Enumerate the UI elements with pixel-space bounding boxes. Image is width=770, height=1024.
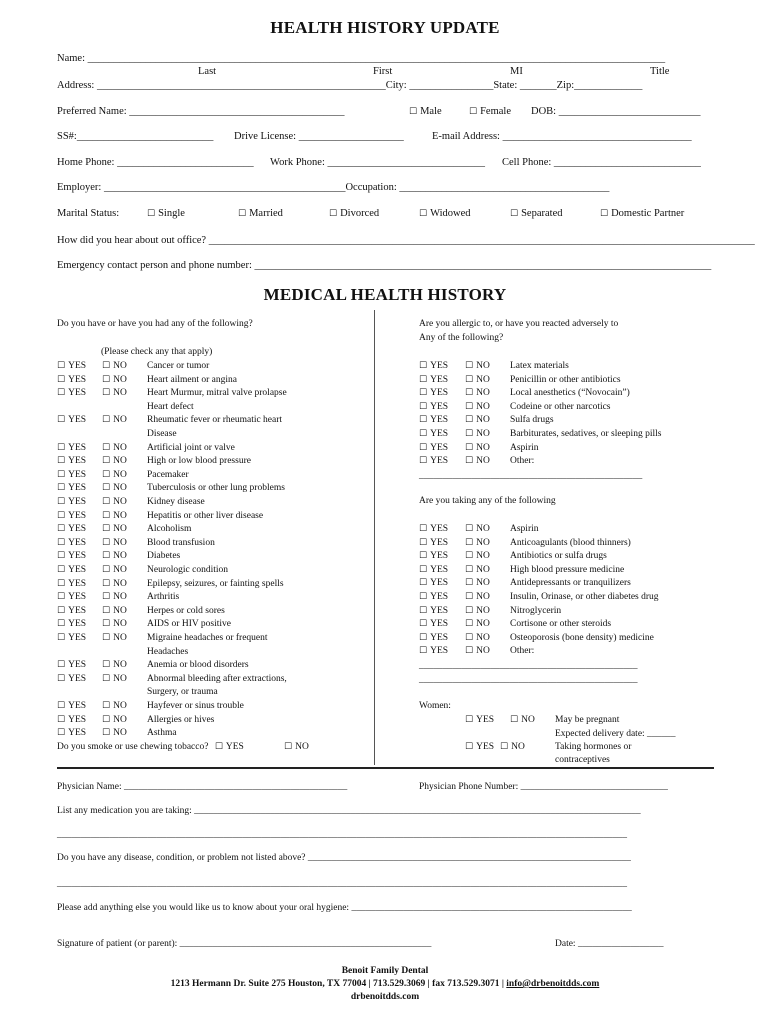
checkbox-icon [419, 538, 430, 548]
allergy-4-yes-checkbox[interactable]: ☐ YES [419, 415, 448, 425]
checkbox-icon [419, 578, 430, 588]
checkbox-icon [57, 592, 68, 602]
checkbox-icon [57, 715, 68, 725]
medication-3-yes-checkbox[interactable]: ☐ YES [419, 565, 448, 575]
checkbox-icon [465, 538, 476, 548]
marital-widowed-checkbox[interactable]: ☐ Widowed [419, 208, 470, 219]
allergy-4-no-checkbox[interactable]: ☐ NO [465, 415, 490, 425]
checkbox-icon [419, 606, 430, 616]
checkbox-icon [419, 565, 430, 575]
condition-5-no-checkbox[interactable]: ☐ NO [102, 456, 127, 466]
other-disease-blank[interactable]: ________________________________________________________________________________________________________________________ [57, 879, 627, 889]
condition-14-yes-checkbox[interactable]: ☐ YES [57, 579, 86, 589]
checkbox-icon [102, 565, 113, 575]
allergy-0-no-checkbox[interactable]: ☐ NO [465, 361, 490, 371]
condition-12-no-checkbox[interactable]: ☐ NO [102, 551, 127, 561]
condition-22-yes-checkbox[interactable]: ☐ YES [57, 715, 86, 725]
allergy-other-blank[interactable]: _______________________________________________ [419, 471, 643, 481]
pregnant-yes-checkbox[interactable]: ☐ YES [465, 715, 494, 725]
checkbox-icon [465, 443, 476, 453]
checkbox-icon [465, 592, 476, 602]
signature-field[interactable]: Signature of patient (or parent): _____________________________________________________ [57, 939, 432, 949]
checkbox-icon [102, 701, 113, 711]
condition-16-no-checkbox[interactable]: ☐ NO [102, 606, 127, 616]
allergy-3-yes-checkbox[interactable]: ☐ YES [419, 402, 448, 412]
allergy-label: Penicillin or other antibiotics [510, 374, 621, 385]
medication-label: Aspirin [510, 524, 539, 534]
condition-1-no-checkbox[interactable]: ☐ NO [102, 375, 127, 385]
medication-8-yes-checkbox[interactable]: ☐ YES [419, 633, 448, 643]
checkbox-icon [465, 524, 476, 534]
checkbox-icon [57, 619, 68, 629]
condition-label: Kidney disease [147, 497, 205, 507]
medication-6-no-checkbox[interactable]: ☐ NO [465, 606, 490, 616]
checkbox-icon [419, 551, 430, 561]
condition-7-no-checkbox[interactable]: ☐ NO [102, 483, 127, 493]
checkbox-icon [510, 208, 521, 219]
pregnant-no-checkbox[interactable]: ☐ NO [510, 715, 535, 725]
checkbox-icon [147, 208, 158, 219]
checkbox-icon [465, 715, 476, 725]
checkbox-icon [102, 470, 113, 480]
condition-label: Epilepsy, seizures, or fainting spells [147, 578, 284, 589]
checkbox-icon [57, 483, 68, 493]
condition-label: Pacemaker [147, 469, 189, 480]
medication-label: Nitroglycerin [510, 605, 562, 616]
medication-label: Antibiotics or sulfa drugs [510, 551, 607, 562]
checkbox-icon [102, 551, 113, 561]
medication-other-blank-2[interactable]: ______________________________________________ [419, 675, 638, 685]
condition-11-yes-checkbox[interactable]: ☐ YES [57, 538, 86, 548]
marital-married-checkbox[interactable]: ☐ Married [238, 208, 283, 219]
medication-3-no-checkbox[interactable]: ☐ NO [465, 565, 490, 575]
condition-label: Blood transfusion [147, 537, 215, 548]
medication-label: Osteoporosis (bone density) medicine [510, 632, 654, 643]
checkbox-icon [102, 497, 113, 507]
allergy-label: Other: [510, 456, 535, 467]
male-checkbox[interactable]: ☐ Male [409, 106, 442, 117]
condition-23-no-checkbox[interactable]: ☐ NO [102, 728, 127, 738]
checkbox-icon [419, 619, 430, 629]
checkbox-icon [57, 565, 68, 575]
condition-20-no-checkbox[interactable]: ☐ NO [102, 674, 127, 684]
medication-5-yes-checkbox[interactable]: ☐ YES [419, 592, 448, 602]
medication-label: Antidepressants or tranquilizers [510, 578, 631, 589]
preferred-name-field[interactable]: Preferred Name: _________________________________________ [57, 106, 345, 117]
checkbox-icon [102, 606, 113, 616]
checkbox-icon [419, 208, 430, 219]
condition-label: Allergies or hives [147, 714, 215, 725]
condition-10-no-checkbox[interactable]: ☐ NO [102, 524, 127, 534]
condition-2-yes-checkbox[interactable]: ☐ YES [57, 388, 86, 398]
condition-21-yes-checkbox[interactable]: ☐ YES [57, 701, 86, 711]
condition-0-yes-checkbox[interactable]: ☐ YES [57, 361, 86, 371]
drive-license-field[interactable]: Drive License: ____________________ [234, 131, 404, 142]
condition-3-yes-checkbox[interactable]: ☐ YES [57, 415, 86, 425]
medication-label: Insulin, Orinase, or other diabetes drug [510, 592, 659, 602]
checkbox-icon [102, 361, 113, 371]
checkbox-icon [102, 511, 113, 521]
condition-10-yes-checkbox[interactable]: ☐ YES [57, 524, 86, 534]
allergy-5-yes-checkbox[interactable]: ☐ YES [419, 429, 448, 439]
checkbox-icon [419, 375, 430, 385]
employer-occupation-field[interactable]: Employer: ______________________________________________Occupation: ________________________________________ [57, 182, 610, 193]
medication-list-field[interactable]: List any medication you are taking: ______________________________________________________________________________________________ [57, 806, 641, 816]
condition-label: Migraine headaches or frequent [147, 633, 268, 643]
name-sub-title: Title [650, 66, 670, 77]
checkbox-icon [465, 388, 476, 398]
checkbox-icon [57, 660, 68, 670]
checkbox-icon [102, 456, 113, 466]
footer-email-link[interactable]: info@drbenoitdds.com [506, 979, 600, 989]
checkbox-icon [329, 208, 340, 219]
condition-15-no-checkbox[interactable]: ☐ NO [102, 592, 127, 602]
marital-divorced-checkbox[interactable]: ☐ Divorced [329, 208, 379, 219]
condition-4-no-checkbox[interactable]: ☐ NO [102, 443, 127, 453]
hormones-label-2: contraceptives [555, 755, 610, 765]
checkbox-icon [57, 633, 68, 643]
checkbox-icon [465, 619, 476, 629]
checkbox-icon [57, 456, 68, 466]
allergy-label: Local anesthetics (“Novocain”) [510, 388, 630, 399]
checkbox-icon [465, 565, 476, 575]
allergy-label: Latex materials [510, 361, 569, 371]
checkbox-icon [465, 578, 476, 588]
checkbox-icon [57, 728, 68, 738]
checkbox-icon [57, 497, 68, 507]
condition-18-yes-checkbox[interactable]: ☐ YES [57, 633, 86, 643]
condition-3-no-checkbox[interactable]: ☐ NO [102, 415, 127, 425]
checkbox-icon [57, 524, 68, 534]
checkbox-icon [465, 742, 476, 752]
checkbox-icon [465, 375, 476, 385]
checkbox-icon [465, 361, 476, 371]
medication-8-no-checkbox[interactable]: ☐ NO [465, 633, 490, 643]
checkbox-icon [465, 415, 476, 425]
condition-9-no-checkbox[interactable]: ☐ NO [102, 511, 127, 521]
condition-1-yes-checkbox[interactable]: ☐ YES [57, 375, 86, 385]
condition-label: Heart Murmur, mitral valve prolapse [147, 388, 287, 399]
condition-14-no-checkbox[interactable]: ☐ NO [102, 579, 127, 589]
condition-label: Diabetes [147, 551, 181, 562]
checkbox-icon [102, 579, 113, 589]
checkbox-icon [600, 208, 611, 219]
allergy-label: Codeine or other narcotics [510, 401, 611, 412]
condition-23-yes-checkbox[interactable]: ☐ YES [57, 728, 86, 738]
allergy-7-yes-checkbox[interactable]: ☐ YES [419, 456, 448, 466]
medication-1-no-checkbox[interactable]: ☐ NO [465, 538, 490, 548]
checkbox-icon [102, 524, 113, 534]
allergy-6-yes-checkbox[interactable]: ☐ YES [419, 443, 448, 453]
allergy-question-line1: Are you allergic to, or have you reacted adversely to [419, 319, 619, 329]
condition-13-yes-checkbox[interactable]: ☐ YES [57, 565, 86, 575]
allergy-2-no-checkbox[interactable]: ☐ NO [465, 388, 490, 398]
medication-7-yes-checkbox[interactable]: ☐ YES [419, 619, 448, 629]
medication-label: Cortisone or other steroids [510, 619, 612, 630]
condition-17-no-checkbox[interactable]: ☐ NO [102, 619, 127, 629]
checkbox-icon [102, 660, 113, 670]
checkbox-icon [465, 456, 476, 466]
marital-domestic-partner-checkbox[interactable]: ☐ Domestic Partner [600, 208, 684, 219]
checkbox-icon [419, 633, 430, 643]
left-question: Do you have or have you had any of the following? [57, 319, 253, 329]
checkbox-icon [419, 361, 430, 371]
condition-label: Hayfever or sinus trouble [147, 701, 244, 711]
checkbox-icon [102, 728, 113, 738]
delivery-date-field[interactable]: Expected delivery date: ______ [555, 729, 676, 739]
hormones-label-1: Taking hormones or [555, 742, 632, 752]
name-sub-last: Last [198, 66, 217, 77]
checkbox-icon [419, 456, 430, 466]
date-field[interactable]: Date: __________________ [555, 939, 664, 949]
condition-12-yes-checkbox[interactable]: ☐ YES [57, 551, 86, 561]
condition-17-yes-checkbox[interactable]: ☐ YES [57, 619, 86, 629]
condition-label: High or low blood pressure [147, 456, 251, 467]
allergy-5-no-checkbox[interactable]: ☐ NO [465, 429, 490, 439]
condition-13-no-checkbox[interactable]: ☐ NO [102, 565, 127, 575]
checkbox-icon [102, 443, 113, 453]
checkbox-icon [57, 443, 68, 453]
condition-label: Neurologic condition [147, 565, 228, 575]
women-label: Women: [419, 701, 451, 711]
medication-6-yes-checkbox[interactable]: ☐ YES [419, 606, 448, 616]
condition-18-no-checkbox[interactable]: ☐ NO [102, 633, 127, 643]
medication-2-no-checkbox[interactable]: ☐ NO [465, 551, 490, 561]
dob-field[interactable]: DOB: ___________________________ [531, 106, 701, 117]
condition-label: Rheumatic fever or rheumatic heart [147, 415, 283, 426]
condition-8-yes-checkbox[interactable]: ☐ YES [57, 497, 86, 507]
checkbox-icon [57, 511, 68, 521]
condition-6-yes-checkbox[interactable]: ☐ YES [57, 470, 86, 480]
condition-label: AIDS or HIV positive [147, 619, 232, 630]
condition-20-yes-checkbox[interactable]: ☐ YES [57, 674, 86, 684]
name-sub-mi: MI [510, 66, 523, 77]
condition-label: Surgery, or trauma [147, 687, 218, 698]
physician-name-field[interactable]: Physician Name: _______________________________________________ [57, 782, 348, 792]
left-instruction: (Please check any that apply) [101, 347, 213, 357]
footer-practice-name: Benoit Family Dental [341, 966, 429, 976]
checkbox-icon [510, 715, 521, 725]
checkbox-icon [57, 415, 68, 425]
ssn-field[interactable]: SS#:__________________________ [57, 131, 214, 142]
checkbox-icon [409, 106, 420, 117]
other-disease-field[interactable]: Do you have any disease, condition, or problem not listed above? ____________________________________________________________________ [57, 853, 631, 863]
allergy-3-no-checkbox[interactable]: ☐ NO [465, 402, 490, 412]
condition-label: Arthritis [147, 592, 180, 603]
allergy-label: Barbiturates, sedatives, or sleeping pills [510, 429, 662, 439]
work-phone-field[interactable]: Work Phone: ______________________________ [270, 157, 485, 168]
tobacco-question: Do you smoke or use chewing tobacco? ☐ YES [57, 742, 244, 752]
checkbox-icon [419, 592, 430, 602]
condition-label: Abnormal bleeding after extractions, [147, 673, 287, 684]
checkbox-icon [57, 388, 68, 398]
medication-2-yes-checkbox[interactable]: ☐ YES [419, 551, 448, 561]
medication-7-no-checkbox[interactable]: ☐ NO [465, 619, 490, 629]
medication-question: Are you taking any of the following [419, 496, 556, 506]
checkbox-icon [500, 742, 511, 752]
condition-5-yes-checkbox[interactable]: ☐ YES [57, 456, 86, 466]
checkbox-icon [419, 443, 430, 453]
emergency-contact-field[interactable]: Emergency contact person and phone number: _______________________________________________________________________________________ [57, 260, 712, 271]
condition-21-no-checkbox[interactable]: ☐ NO [102, 701, 127, 711]
medication-other-blank-1[interactable]: ______________________________________________ [419, 661, 638, 671]
hormones-no-checkbox[interactable]: ☐ NO [500, 742, 525, 752]
allergy-label: Sulfa drugs [510, 415, 554, 426]
footer-website[interactable]: drbenoitdds.com [350, 992, 420, 1002]
checkbox-icon [102, 483, 113, 493]
checkbox-icon [419, 415, 430, 425]
condition-label: Asthma [147, 728, 177, 739]
address-field[interactable]: Address: _______________________________________________________City: ________________State: _______Zip:_____________ [57, 80, 643, 91]
checkbox-icon [238, 208, 249, 219]
condition-7-yes-checkbox[interactable]: ☐ YES [57, 483, 86, 493]
checkbox-icon [102, 592, 113, 602]
condition-9-yes-checkbox[interactable]: ☐ YES [57, 511, 86, 521]
email-field[interactable]: E-mail Address: ____________________________________ [432, 131, 692, 142]
checkbox-icon [57, 701, 68, 711]
checkbox-icon [57, 579, 68, 589]
checkbox-icon [419, 429, 430, 439]
female-checkbox[interactable]: ☐ Female [469, 106, 511, 117]
medical-history-title: MEDICAL HEALTH HISTORY [263, 285, 507, 304]
medication-1-yes-checkbox[interactable]: ☐ YES [419, 538, 448, 548]
condition-22-no-checkbox[interactable]: ☐ NO [102, 715, 127, 725]
checkbox-icon [102, 388, 113, 398]
condition-label: Alcoholism [147, 524, 192, 535]
checkbox-icon [57, 606, 68, 616]
checkbox-icon [284, 742, 295, 752]
medication-9-yes-checkbox[interactable]: ☐ YES [419, 646, 448, 656]
condition-label: Artificial joint or valve [147, 442, 235, 453]
condition-11-no-checkbox[interactable]: ☐ NO [102, 538, 127, 548]
medication-0-no-checkbox[interactable]: ☐ NO [465, 524, 490, 534]
medication-5-no-checkbox[interactable]: ☐ NO [465, 592, 490, 602]
checkbox-icon [465, 633, 476, 643]
marital-single-checkbox[interactable]: ☐ Single [147, 208, 185, 219]
condition-label: Anemia or blood disorders [147, 660, 249, 671]
medication-list-blank[interactable]: ________________________________________________________________________________________________________________________ [57, 830, 627, 840]
checkbox-icon [469, 106, 480, 117]
allergy-1-yes-checkbox[interactable]: ☐ YES [419, 375, 448, 385]
checkbox-icon [465, 606, 476, 616]
cell-phone-field[interactable]: Cell Phone: ____________________________ [502, 157, 701, 168]
allergy-1-no-checkbox[interactable]: ☐ NO [465, 375, 490, 385]
condition-label: Cancer or tumor [147, 361, 210, 371]
condition-16-yes-checkbox[interactable]: ☐ YES [57, 606, 86, 616]
column-divider [374, 310, 375, 765]
allergy-question-line2: Any of the following? [419, 333, 504, 343]
medication-4-yes-checkbox[interactable]: ☐ YES [419, 578, 448, 588]
form-title: HEALTH HISTORY UPDATE [270, 18, 500, 37]
checkbox-icon [57, 470, 68, 480]
condition-19-no-checkbox[interactable]: ☐ NO [102, 660, 127, 670]
condition-6-no-checkbox[interactable]: ☐ NO [102, 470, 127, 480]
pregnant-label: May be pregnant [555, 715, 620, 725]
checkbox-icon [419, 524, 430, 534]
section-divider [57, 767, 714, 769]
condition-label: Herpes or cold sores [147, 605, 225, 616]
allergy-6-no-checkbox[interactable]: ☐ NO [465, 443, 490, 453]
condition-label: Heart defect [147, 401, 194, 412]
footer-contact: 1213 Hermann Dr. Suite 275 Houston, TX 77004 | 713.529.3069 | fax 713.529.3071 | info@drbenoitdds.com [170, 979, 600, 989]
marital-status-label: Marital Status: [57, 208, 120, 219]
checkbox-icon [102, 619, 113, 629]
allergy-7-no-checkbox[interactable]: ☐ NO [465, 456, 490, 466]
marital-separated-checkbox[interactable]: ☐ Separated [510, 208, 562, 219]
condition-8-no-checkbox[interactable]: ☐ NO [102, 497, 127, 507]
checkbox-icon [57, 674, 68, 684]
name-field[interactable]: Name: ______________________________________________________________________________________________________________ [57, 53, 666, 64]
checkbox-icon [419, 646, 430, 656]
physician-phone-field[interactable]: Physician Phone Number: _______________________________ [419, 782, 668, 792]
medication-label: Other: [510, 646, 535, 657]
hormones-yes-checkbox[interactable]: ☐ YES [465, 742, 494, 752]
condition-label: Disease [147, 429, 177, 439]
condition-15-yes-checkbox[interactable]: ☐ YES [57, 592, 86, 602]
checkbox-icon [57, 361, 68, 371]
checkbox-icon [215, 742, 226, 752]
checkbox-icon [102, 715, 113, 725]
condition-0-no-checkbox[interactable]: ☐ NO [102, 361, 127, 371]
checkbox-icon [465, 402, 476, 412]
checkbox-icon [102, 633, 113, 643]
condition-2-no-checkbox[interactable]: ☐ NO [102, 388, 127, 398]
medication-label: High blood pressure medicine [510, 564, 625, 575]
medication-9-no-checkbox[interactable]: ☐ NO [465, 646, 490, 656]
condition-label: Hepatitis or other liver disease [147, 510, 264, 521]
condition-19-yes-checkbox[interactable]: ☐ YES [57, 660, 86, 670]
checkbox-icon [102, 415, 113, 425]
medication-label: Anticoagulants (blood thinners) [510, 537, 631, 548]
referral-source-field[interactable]: How did you hear about out office? ________________________________________________________________________________________________________ [57, 235, 755, 246]
allergy-0-yes-checkbox[interactable]: ☐ YES [419, 361, 448, 371]
allergy-label: Aspirin [510, 442, 539, 453]
tobacco-no-checkbox[interactable]: ☐ NO [284, 742, 309, 752]
checkbox-icon [102, 674, 113, 684]
checkbox-icon [102, 538, 113, 548]
tobacco-yes-checkbox[interactable]: ☐ YES [215, 742, 244, 752]
checkbox-icon [465, 646, 476, 656]
medication-4-no-checkbox[interactable]: ☐ NO [465, 578, 490, 588]
checkbox-icon [465, 551, 476, 561]
condition-label: Heart ailment or angina [147, 374, 237, 385]
checkbox-icon [102, 375, 113, 385]
checkbox-icon [57, 375, 68, 385]
allergy-2-yes-checkbox[interactable]: ☐ YES [419, 388, 448, 398]
checkbox-icon [465, 429, 476, 439]
checkbox-icon [57, 551, 68, 561]
name-sub-first: First [373, 66, 393, 77]
checkbox-icon [419, 402, 430, 412]
oral-hygiene-field[interactable]: Please add anything else you would like us to know about your oral hygiene: ___________________________________________________________ [57, 903, 632, 913]
home-phone-field[interactable]: Home Phone: __________________________ [57, 157, 254, 168]
checkbox-icon [57, 538, 68, 548]
condition-label: Tuberculosis or other lung problems [147, 483, 285, 494]
medication-0-yes-checkbox[interactable]: ☐ YES [419, 524, 448, 534]
checkbox-icon [419, 388, 430, 398]
condition-label: Headaches [147, 646, 189, 657]
condition-4-yes-checkbox[interactable]: ☐ YES [57, 443, 86, 453]
